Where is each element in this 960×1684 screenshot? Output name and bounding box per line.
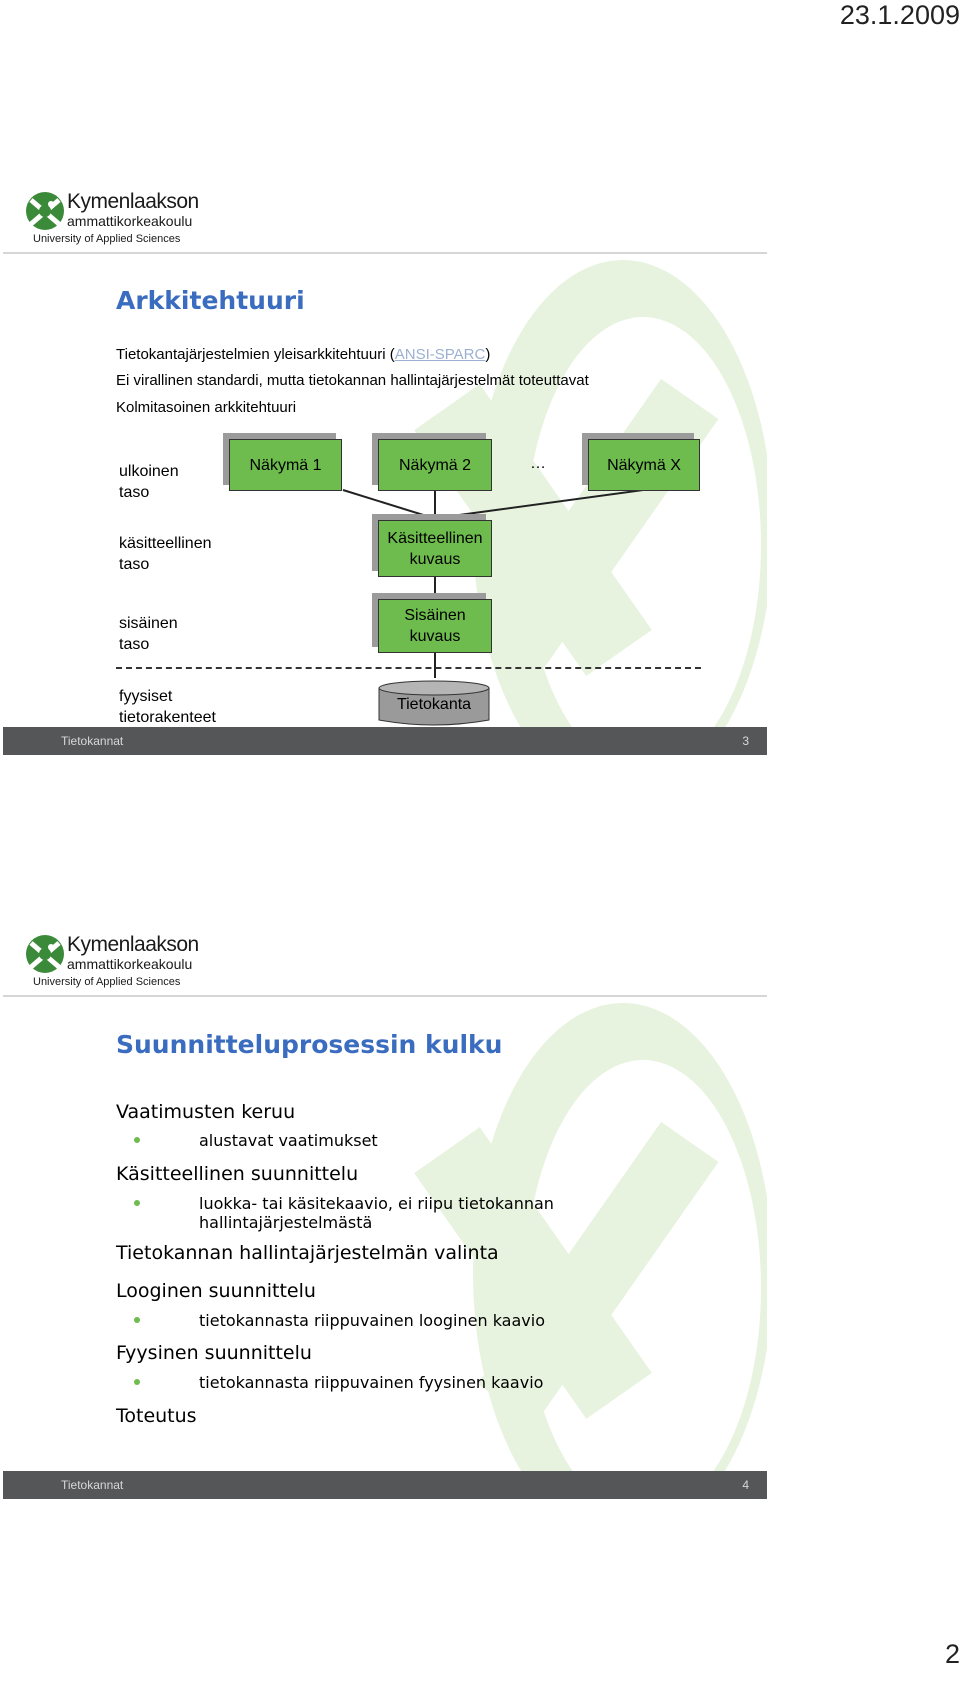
level-physical-label: fyysiset tietorakenteet (119, 688, 216, 726)
intro-line-1: Tietokantajärjestelmien yleisarkkitehtuuri (ANSI-SPARC) (116, 346, 491, 363)
slide-title: Suunnitteluprosessin kulku (116, 1030, 503, 1059)
conceptual-schema-box: Käsitteellinen kuvaus (378, 520, 492, 577)
internal-schema-box: Sisäinen kuvaus (378, 599, 492, 653)
logo-emblem-icon (25, 933, 65, 975)
view-1-box: Näkymä 1 (229, 439, 342, 491)
views-ellipsis: … (530, 455, 546, 472)
step-implementation: Toteutus (116, 1405, 197, 1427)
slide-footer (3, 1471, 767, 1499)
slide-architecture (3, 150, 767, 755)
footer-slide-number: 4 (742, 1478, 749, 1492)
step-dbms-selection: Tietokannan hallintajärjestelmän valinta (116, 1242, 499, 1264)
logo-name: Kymenlaakson (67, 933, 199, 956)
view-2-box: Näkymä 2 (378, 439, 492, 491)
logo-name: Kymenlaakson (67, 190, 199, 213)
bullet-dot (134, 1137, 140, 1143)
slide-title: Arkkitehtuuri (116, 286, 305, 315)
database-label: Tietokanta (396, 696, 472, 713)
intro-line-2: Ei virallinen standardi, mutta tietokannan hallintajärjestelmät toteuttavat (116, 372, 589, 389)
level-internal-label: sisäinen taso (119, 615, 178, 653)
school-logo (25, 933, 199, 988)
intro-line-3: Kolmitasoinen arkkitehtuuri (116, 399, 297, 416)
logo-subtitle: ammattikorkeakoulu (67, 213, 193, 229)
physical-boundary-dashed-line (116, 667, 701, 669)
slide-design-process (3, 893, 767, 1499)
footer-title: Tietokannat (61, 734, 124, 748)
step-logical-detail: tietokannasta riippuvainen looginen kaavio (199, 1311, 545, 1330)
bullet-dot (134, 1317, 140, 1323)
ansi-sparc-link[interactable]: ANSI-SPARC (394, 346, 486, 363)
bullet-dot (134, 1379, 140, 1385)
logo-subtitle: ammattikorkeakoulu (67, 956, 193, 972)
step-logical: Looginen suunnittelu (116, 1280, 316, 1302)
level-external-label: ulkoinen taso (119, 463, 179, 501)
step-requirements-detail: alustavat vaatimukset (199, 1131, 378, 1150)
step-physical: Fyysinen suunnittelu (116, 1342, 312, 1364)
footer-title: Tietokannat (61, 1478, 124, 1492)
logo-university: University of Applied Sciences (33, 976, 181, 988)
header-date: 23.1.2009 (839, 0, 960, 30)
level-conceptual-label: käsitteellinen taso (119, 535, 212, 573)
page-number: 2 (944, 1639, 960, 1669)
bullet-dot (134, 1200, 140, 1206)
step-conceptual: Käsitteellinen suunnittelu (116, 1163, 359, 1185)
step-requirements: Vaatimusten keruu (116, 1101, 296, 1123)
header-divider (3, 995, 767, 997)
slide-footer (3, 727, 767, 755)
step-conceptual-detail: luokka- tai käsitekaavio, ei riipu tietokannan hallintajärjestelmästä (199, 1194, 554, 1232)
view-x-box: Näkymä X (588, 439, 700, 491)
footer-slide-number: 3 (742, 734, 749, 748)
step-physical-detail: tietokannasta riippuvainen fyysinen kaavio (199, 1373, 544, 1392)
logo-university: University of Applied Sciences (33, 233, 181, 245)
